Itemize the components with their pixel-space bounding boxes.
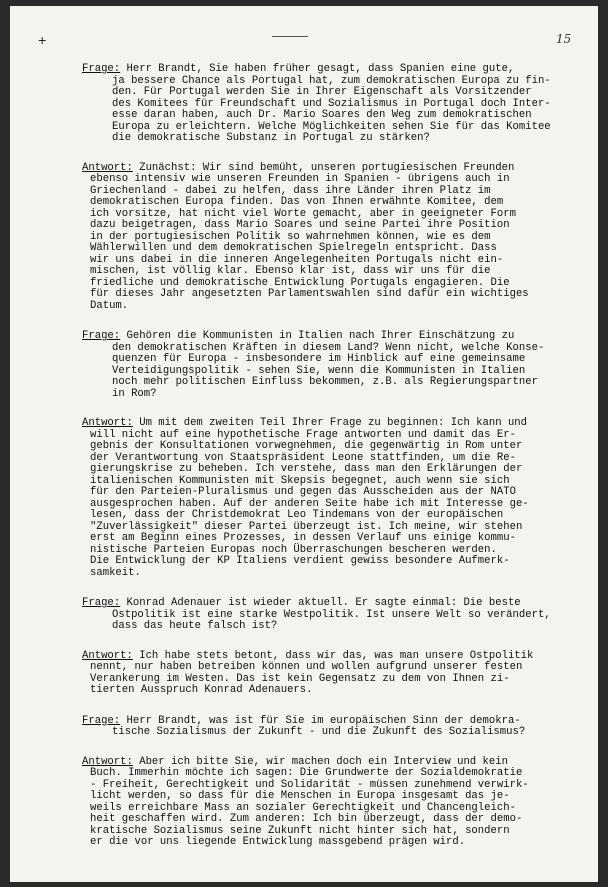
answer-label: Antwort:	[82, 755, 133, 768]
line-text: tierten Ausspruch Konrad Adenauers.	[90, 684, 313, 696]
line-text: heit geschaffen wird. Zum anderen: Ich bin überzeugt, dass der demo-	[90, 813, 523, 825]
line-text: Buch. Immerhin möchte ich sagen: Die Grundwerte der Sozialdemokratie	[90, 767, 523, 779]
line-text: den demokratischen Kräften in diesem Land? Wenn nicht, welche Konse-	[112, 341, 545, 354]
line-text: quenzen für Europa - insbesondere im Hinblick auf eine gemeinsame	[112, 353, 526, 365]
line-text: Aber ich bitte Sie, wir machen doch ein Interview und kein	[132, 755, 508, 768]
line-text: demokratischen Europa finden. Das von Ihnen erwähnte Komitee, dem	[90, 196, 504, 208]
answer-label: Antwort:	[82, 161, 133, 174]
answer-label: Antwort:	[82, 417, 133, 429]
line-text: in der portugiesischen Politik so wahrnehmen können, wie es dem	[90, 230, 491, 243]
line-text: samkeit.	[90, 566, 141, 579]
text-line	[82, 556, 594, 568]
line-text: der Verantwortung von Staatspräsident Leone stattfinden, um die Re-	[90, 451, 516, 464]
answer-block	[82, 651, 594, 697]
line-text: die demokratische Substanz in Portugal zu stärken?	[112, 132, 430, 144]
line-text: "Zuverlässigkeit" dieser Partei überzeugt ist. Ich meine, wir stehen	[90, 520, 523, 533]
line-text: ja bessere Chance als Portugal hat, zum demokratischen Europa zu fin-	[112, 74, 551, 87]
line-text: kratische Sozialismus seine Zukunft nicht hinter sich hat, sondern	[90, 824, 510, 837]
line-text: italienischen Kommunisten mit Skepsis begegnet, auch wenn sie sich	[90, 474, 510, 487]
text-line	[82, 568, 594, 580]
line-text: in Rom?	[112, 387, 157, 400]
line-text: dazu beigetragen, dass Mario Soares und seine Partei ihre Position	[90, 219, 510, 231]
line-text: Ostpolitik ist eine starke Westpolitik. Ist unsere Welt so verändert,	[112, 608, 551, 621]
page-number: 15	[556, 32, 572, 46]
header-rule	[272, 36, 308, 37]
question-label: Frage:	[82, 63, 121, 75]
question-label: Frage:	[82, 597, 121, 609]
line-text: ich vorsitze, hat nicht viel Worte gemacht, aber in geeigneter Form	[90, 207, 516, 220]
line-text: - Freiheit, Gerechtigkeit und Solidarität - müssen zunehmend verwirk-	[90, 778, 529, 791]
line-text: Um mit dem zweiten Teil Ihrer Frage zu beginnen: Ich kann und	[132, 417, 528, 429]
line-text: Verankerung im Westen. Das ist kein Gegensatz zu dem von Ihnen zi-	[90, 672, 510, 685]
line-text: gebnis der Konsultationen vorwegnehmen, die gegenwärtig in Rom unter	[90, 440, 523, 452]
text-line	[82, 289, 594, 301]
text-line	[82, 377, 594, 389]
line-text: den. Für Portugal werden Sie in Ihrer Eigenschaft als Vorsitzender	[112, 86, 532, 98]
line-text: mischen, ist völlig klar. Ebenso klar ist, dass wir uns für die	[90, 265, 491, 277]
corner-mark: +	[38, 34, 47, 50]
text-line	[82, 133, 594, 145]
line-text: Gehören die Kommunisten in Italien nach Ihrer Einschätzung zu	[120, 330, 515, 342]
text-line	[82, 621, 594, 633]
line-text: ausgesprochen haben. Auf der anderen Seite habe ich mit Interesse ge-	[90, 497, 529, 510]
line-text: Herr Brandt, was ist für Sie im europäischen Sinn der demokra-	[120, 714, 521, 727]
answer-block	[82, 163, 594, 313]
interview-text	[82, 64, 594, 868]
line-text: noch mehr politischen Einfluss bekommen, z.B. als Regierungspartner	[112, 376, 538, 388]
text-line	[82, 301, 594, 313]
line-text: Griechenland - dabei zu helfen, dass ihre Länder ihren Platz im	[90, 184, 491, 197]
answer-block	[82, 418, 594, 579]
answer-label: Antwort:	[82, 649, 133, 662]
line-text: Datum.	[90, 299, 129, 312]
text-line	[82, 389, 594, 401]
line-text: Verteidigungspolitik - sehen Sie, wenn die Kommunisten in Italien	[112, 364, 526, 377]
question-label: Frage:	[82, 714, 121, 727]
line-text: friedliche und demokratische Entwicklung Portugals engagieren. Die	[90, 276, 510, 289]
line-text: esse daran haben, auch Dr. Mario Soares den Weg zum demokratischen	[112, 109, 532, 121]
line-text: lesen, dass der Christdemokrat Leo Tindemans von der europäischen	[90, 509, 504, 521]
line-text: nennt, nur haben betreiben können und wollen aufgrund unserer festen	[90, 661, 523, 673]
line-text: er die vor uns liegende Entwicklung massgebend prägen wird.	[90, 836, 466, 848]
line-text: will nicht auf eine hypothetische Frage antworten und damit das Er-	[90, 428, 516, 441]
text-line	[82, 685, 594, 697]
line-text: nistische Parteien Europas noch Überraschungen bescheren werden.	[90, 543, 497, 556]
line-text: gierungskrise zu beheben. Ich verstehe, dass man den Erklärungen der	[90, 463, 523, 475]
text-line	[82, 837, 594, 849]
line-text: tische Sozialismus der Zukunft - und die Zukunft des Sozialismus?	[112, 726, 526, 738]
line-text: dass das heute falsch ist?	[112, 620, 278, 632]
line-text: des Komitees für Freundschaft und Sozialismus in Portugal doch Inter-	[112, 97, 551, 110]
line-text: Ich habe stets betont, dass wir das, was man unsere Ostpolitik	[132, 649, 534, 662]
line-text: erst am Beginn eines Prozesses, in dessen Verlauf uns einige kommu-	[90, 532, 516, 544]
question-block	[82, 598, 594, 633]
line-text: für dieses Jahr angesetzten Parlamentswahlen sind dafür ein wichtiges	[90, 288, 529, 300]
line-text: Europa zu erleichtern. Welche Möglichkeiten sehen Sie für das Komitee	[112, 120, 551, 133]
question-label: Frage:	[82, 330, 121, 342]
question-block	[82, 331, 594, 400]
text-line	[82, 727, 594, 739]
question-block	[82, 716, 594, 739]
document-page	[10, 6, 598, 882]
line-text: Wählerwillen und dem demokratischen Spielregeln entspricht. Dass	[90, 242, 497, 254]
line-text: Zunächst: Wir sind bemüht, unseren portugiesischen Freunden	[132, 161, 515, 174]
line-text: wir uns dabei in die inneren Angelegenheiten Portugals nicht ein-	[90, 253, 504, 266]
line-text: licht werden, so dass für die Menschen in Europa insgesamt das je-	[90, 790, 510, 802]
line-text: für den Parteien-Pluralismus und gegen das Ausscheiden aus der NATO	[90, 486, 516, 498]
line-text: Konrad Adenauer ist wieder aktuell. Er sagte einmal: Die beste	[120, 597, 521, 609]
answer-block	[82, 757, 594, 849]
question-block	[82, 64, 594, 145]
line-text: ebenso intensiv wie unseren Freunden in Spanien - übrigens auch in	[90, 173, 510, 185]
line-text: Die Entwicklung der KP Italiens verdient gewiss besondere Aufmerk-	[90, 555, 510, 567]
line-text: weils erreichbare Mass an sozialer Gerechtigkeit und Chancengleich-	[90, 801, 516, 814]
line-text: Herr Brandt, Sie haben früher gesagt, dass Spanien eine gute,	[120, 63, 515, 75]
